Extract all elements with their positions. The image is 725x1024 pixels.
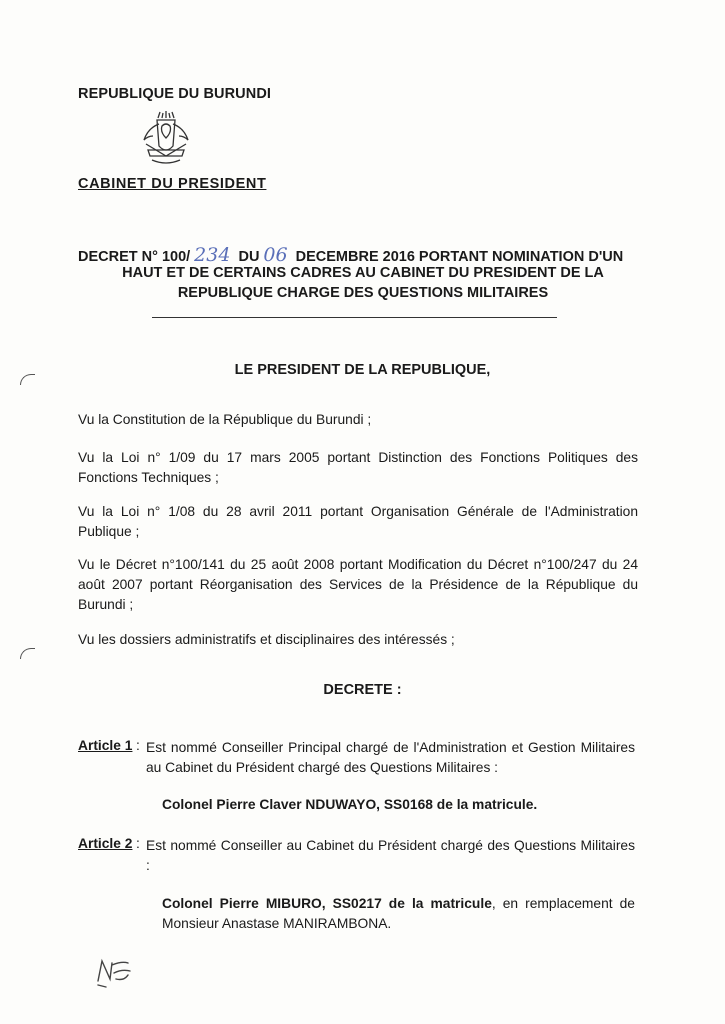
article-1-person: Colonel Pierre Claver NDUWAYO, SS0168 de la matricule.	[162, 797, 538, 812]
article-2-person: Colonel Pierre MIBURO, SS0217 de la matricule	[162, 896, 492, 911]
decree-title-line-1	[78, 244, 623, 266]
consideration-1: Vu la Constitution de la République du Burundi ;	[78, 412, 372, 427]
handwritten-decree-day: 06	[263, 244, 288, 266]
decree-du: DU	[238, 249, 260, 265]
title-divider	[152, 317, 557, 318]
article-1-text: Est nommé Conseiller Principal chargé de l'Administration et Gestion Militaires au Cabinet du Président chargé des Questions Militaires :	[146, 740, 635, 775]
president-heading: LE PRESIDENT DE LA REPUBLIQUE,	[234, 362, 491, 378]
article-2-person-paragraph	[162, 894, 635, 934]
cabinet-heading: CABINET DU PRESIDENT	[78, 176, 267, 192]
handwritten-decree-number: 234	[194, 244, 231, 266]
decree-prefix: DECRET N° 100/	[78, 249, 191, 265]
article-2-colon: :	[136, 836, 140, 851]
decree-title-rest: DECEMBRE 2016 PORTANT NOMINATION D'UN	[295, 249, 624, 265]
decree-title-line-2: HAUT ET DE CERTAINS CADRES AU CABINET DU PRESIDENT DE LA	[122, 265, 604, 281]
republic-heading: REPUBLIQUE DU BURUNDI	[78, 86, 272, 102]
handwritten-initials-icon	[94, 953, 134, 989]
consideration-5: Vu les dossiers administratifs et disciplinaires des intéressés ;	[78, 632, 455, 647]
article-2-text: Est nommé Conseiller au Cabinet du Président chargé des Questions Militaires :	[146, 838, 635, 873]
decrete-heading: DECRETE :	[323, 682, 402, 698]
article-1-colon: :	[136, 738, 140, 753]
article-2-person-rest: , en remplacement de Monsieur Anastase MANIRAMBONA.	[162, 896, 635, 931]
consideration-4: Vu le Décret n°100/141 du 25 août 2008 portant Modification du Décret n°100/247 du 24 août 2007 portant Réorganisation des Services de la Présidence de la République du Burundi ;	[78, 557, 638, 612]
margin-mark-icon	[20, 648, 35, 659]
article-2-label: Article 2	[78, 836, 133, 851]
consideration-3: Vu la Loi n° 1/08 du 28 avril 2011 portant Organisation Générale de l'Administration Publique ;	[78, 504, 638, 539]
consideration-2: Vu la Loi n° 1/09 du 17 mars 2005 portant Distinction des Fonctions Politiques des Fonctions Techniques ;	[78, 450, 638, 485]
article-1-label: Article 1	[78, 738, 133, 753]
decree-title-line-3: REPUBLIQUE CHARGE DES QUESTIONS MILITAIRES	[177, 285, 549, 301]
coat-of-arms-icon	[138, 110, 194, 170]
